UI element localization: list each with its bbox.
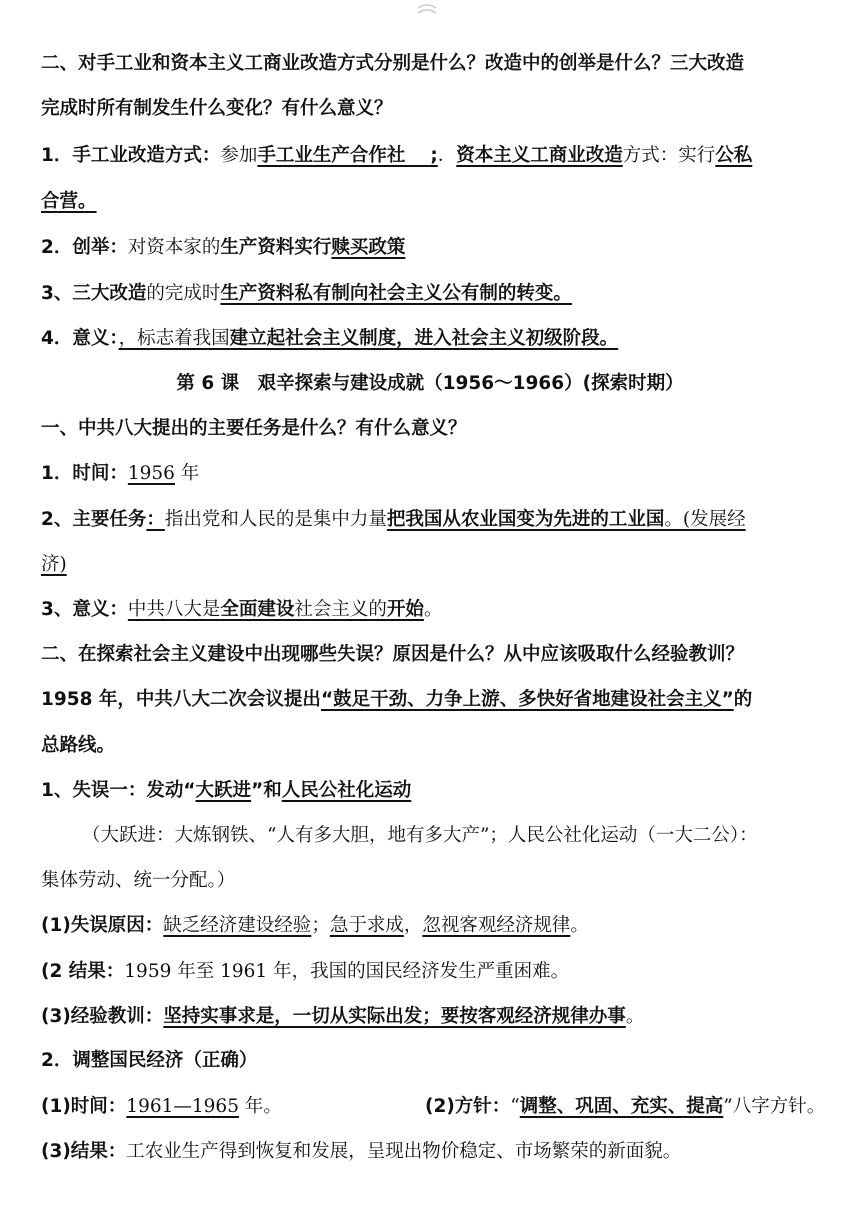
section-1-meaning-text-2: 社会主义的 [294, 599, 387, 620]
answer-3 [41, 281, 572, 307]
answer-1-capitalist: 资本主义工商业改造 [456, 145, 623, 166]
section-1-time-year: 1956 [127, 463, 175, 484]
adjust-time-label: (1)时间： [41, 1096, 127, 1117]
reason-3: 忽视客观经济规律 [422, 915, 571, 936]
question-2-title-line-2: 完成时所有制发生什么变化？有什么意义？ [41, 98, 393, 119]
mistake-1 [41, 778, 411, 804]
adjust-policy-words: 调整、巩固、充实、提高 [519, 1096, 724, 1117]
section-2-intro [41, 687, 752, 713]
mistake-1-lesson [41, 1004, 644, 1030]
adjust-time-policy [41, 1094, 831, 1120]
section-1-meaning-full: 全面建设 [220, 599, 295, 620]
section-1-task-colon: ： [146, 509, 165, 530]
section-1-meaning [41, 597, 442, 623]
mistake-1-commune: 人民公社化运动 [281, 780, 412, 801]
section-1-time-unit: 年 [174, 463, 200, 484]
adjust-result-text: 工农业生产得到恢复和发展，呈现出物价稳定、市场繁荣的新面貌。 [126, 1141, 682, 1162]
answer-1-text: 参加 [220, 145, 258, 166]
reason-end: 。 [570, 915, 589, 936]
section-1-task-label: 2、主要任务 [41, 509, 147, 530]
answer-1 [41, 143, 752, 169]
mistake-1-result [41, 959, 569, 985]
mistake-1-label: 1、失误一：发动“ [41, 780, 196, 801]
answer-4 [41, 326, 618, 352]
mistake-1-note-line-2: 集体劳动、统一分配。） [41, 870, 236, 891]
section-1-title: 一、中共八大提出的主要任务是什么？有什么意义？ [41, 418, 467, 439]
answer-1-continued: 合营。 [41, 191, 97, 212]
adjust-result [41, 1139, 681, 1165]
answer-3-text: 的完成时 [146, 283, 221, 304]
answer-1-handicraft: 手工业生产合作社 ; [257, 145, 438, 166]
mistake-1-reason [41, 913, 589, 939]
section-1-task-text: 指出党和人民的是集中力量 [164, 509, 387, 530]
adjust-policy-quote-open: “ [510, 1096, 520, 1117]
section-1-task-continued: 济) [41, 554, 67, 575]
mistake-1-reason-label: (1)失误原因： [41, 915, 164, 936]
section-1-meaning-start: 开始 [386, 599, 424, 620]
answer-2-text: 对资本家的 [127, 237, 221, 258]
answer-4-label: 4．意义： [41, 328, 119, 349]
section-1-task [41, 507, 746, 533]
section-2-general-line: “鼓足干劲、力争上游、多快好省地建设社会主义” [320, 689, 734, 710]
mistake-1-result-text: 1959 年至 1961 年，我国的国民经济发生严重困难。 [124, 961, 570, 982]
section-1-meaning-end: 。 [423, 599, 443, 620]
section-2-intro-end: 的 [733, 689, 753, 710]
mistake-1-result-label: (2 结果： [41, 961, 125, 982]
reason-2: 急于求成 [329, 915, 404, 936]
reason-1: 缺乏经济建设经验 [163, 915, 312, 936]
mistake-1-great-leap: 大跃进 [195, 780, 252, 801]
answer-1-sep: ． [437, 145, 457, 166]
mistake-1-lesson-end: 。 [625, 1006, 645, 1027]
section-1-meaning-text: 中共八大是 [127, 599, 221, 620]
answer-1-joint: 公私 [715, 145, 753, 166]
answer-1-text-2: 方式：实行 [622, 145, 716, 166]
adjust-policy-label: (2)方针： [425, 1096, 511, 1117]
adjust-policy [425, 1094, 825, 1120]
answer-2 [41, 235, 405, 261]
mistake-1-note-line-1: （大跃进：大炼钢铁、“人有多大胆，地有多大产”；人民公社化运动（一大二公）： [82, 825, 758, 846]
section-1-meaning-label: 3、意义： [41, 599, 128, 620]
adjust-result-label: (3)结果： [41, 1141, 127, 1162]
section-1-time [41, 461, 199, 487]
adjust-title: 2．调整国民经济（正确） [41, 1050, 258, 1071]
mistake-1-lesson-text: 坚持实事求是，一切从实际出发；要按客观经济规律办事 [163, 1006, 626, 1027]
top-mark-icon [415, 2, 439, 18]
section-2-intro-continued: 总路线。 [41, 735, 116, 756]
mistake-1-lesson-label: (3)经验教训： [41, 1006, 164, 1027]
section-1-task-note: 。(发展经 [664, 509, 746, 530]
adjust-time-unit: 年。 [238, 1096, 282, 1117]
section-2-intro-text: 1958 年，中共八大二次会议提出 [41, 689, 321, 710]
section-2-title: 二、在探索社会主义建设中出现哪些失误？原因是什么？从中应该吸取什么经验教训？ [41, 644, 745, 665]
answer-4-meaning: 建立起社会主义制度，进入社会主义初级阶段。 [229, 328, 619, 349]
answer-2-means: 生产资料实行 [220, 237, 332, 258]
mistake-1-and: ”和 [251, 780, 282, 801]
adjust-policy-end: ”八字方针。 [723, 1096, 826, 1117]
reason-sep-1: ； [311, 915, 330, 936]
section-1-time-label: 1．时间： [41, 463, 128, 484]
answer-3-label: 3、三大改造 [41, 283, 147, 304]
answer-4-text: ，标志着我国 [118, 328, 230, 349]
section-1-task-goal: 把我国从农业国变为先进的工业国 [386, 509, 665, 530]
adjust-time-years: 1961—1965 [126, 1096, 239, 1117]
answer-3-change: 生产资料私有制向社会主义公有制的转变。 [220, 283, 572, 304]
lesson-title: 第 6 课 艰辛探索与建设成就（1956～1966）(探索时期） [176, 373, 684, 394]
answer-1-label: 1．手工业改造方式： [41, 145, 221, 166]
answer-2-label: 2．创举： [41, 237, 128, 258]
question-2-title-line-1: 二、对手工业和资本主义工商业改造方式分别是什么？改造中的创举是什么？三大改造 [41, 53, 745, 74]
answer-2-redemption: 赎买政策 [331, 237, 406, 258]
reason-sep-2: ， [403, 915, 423, 936]
